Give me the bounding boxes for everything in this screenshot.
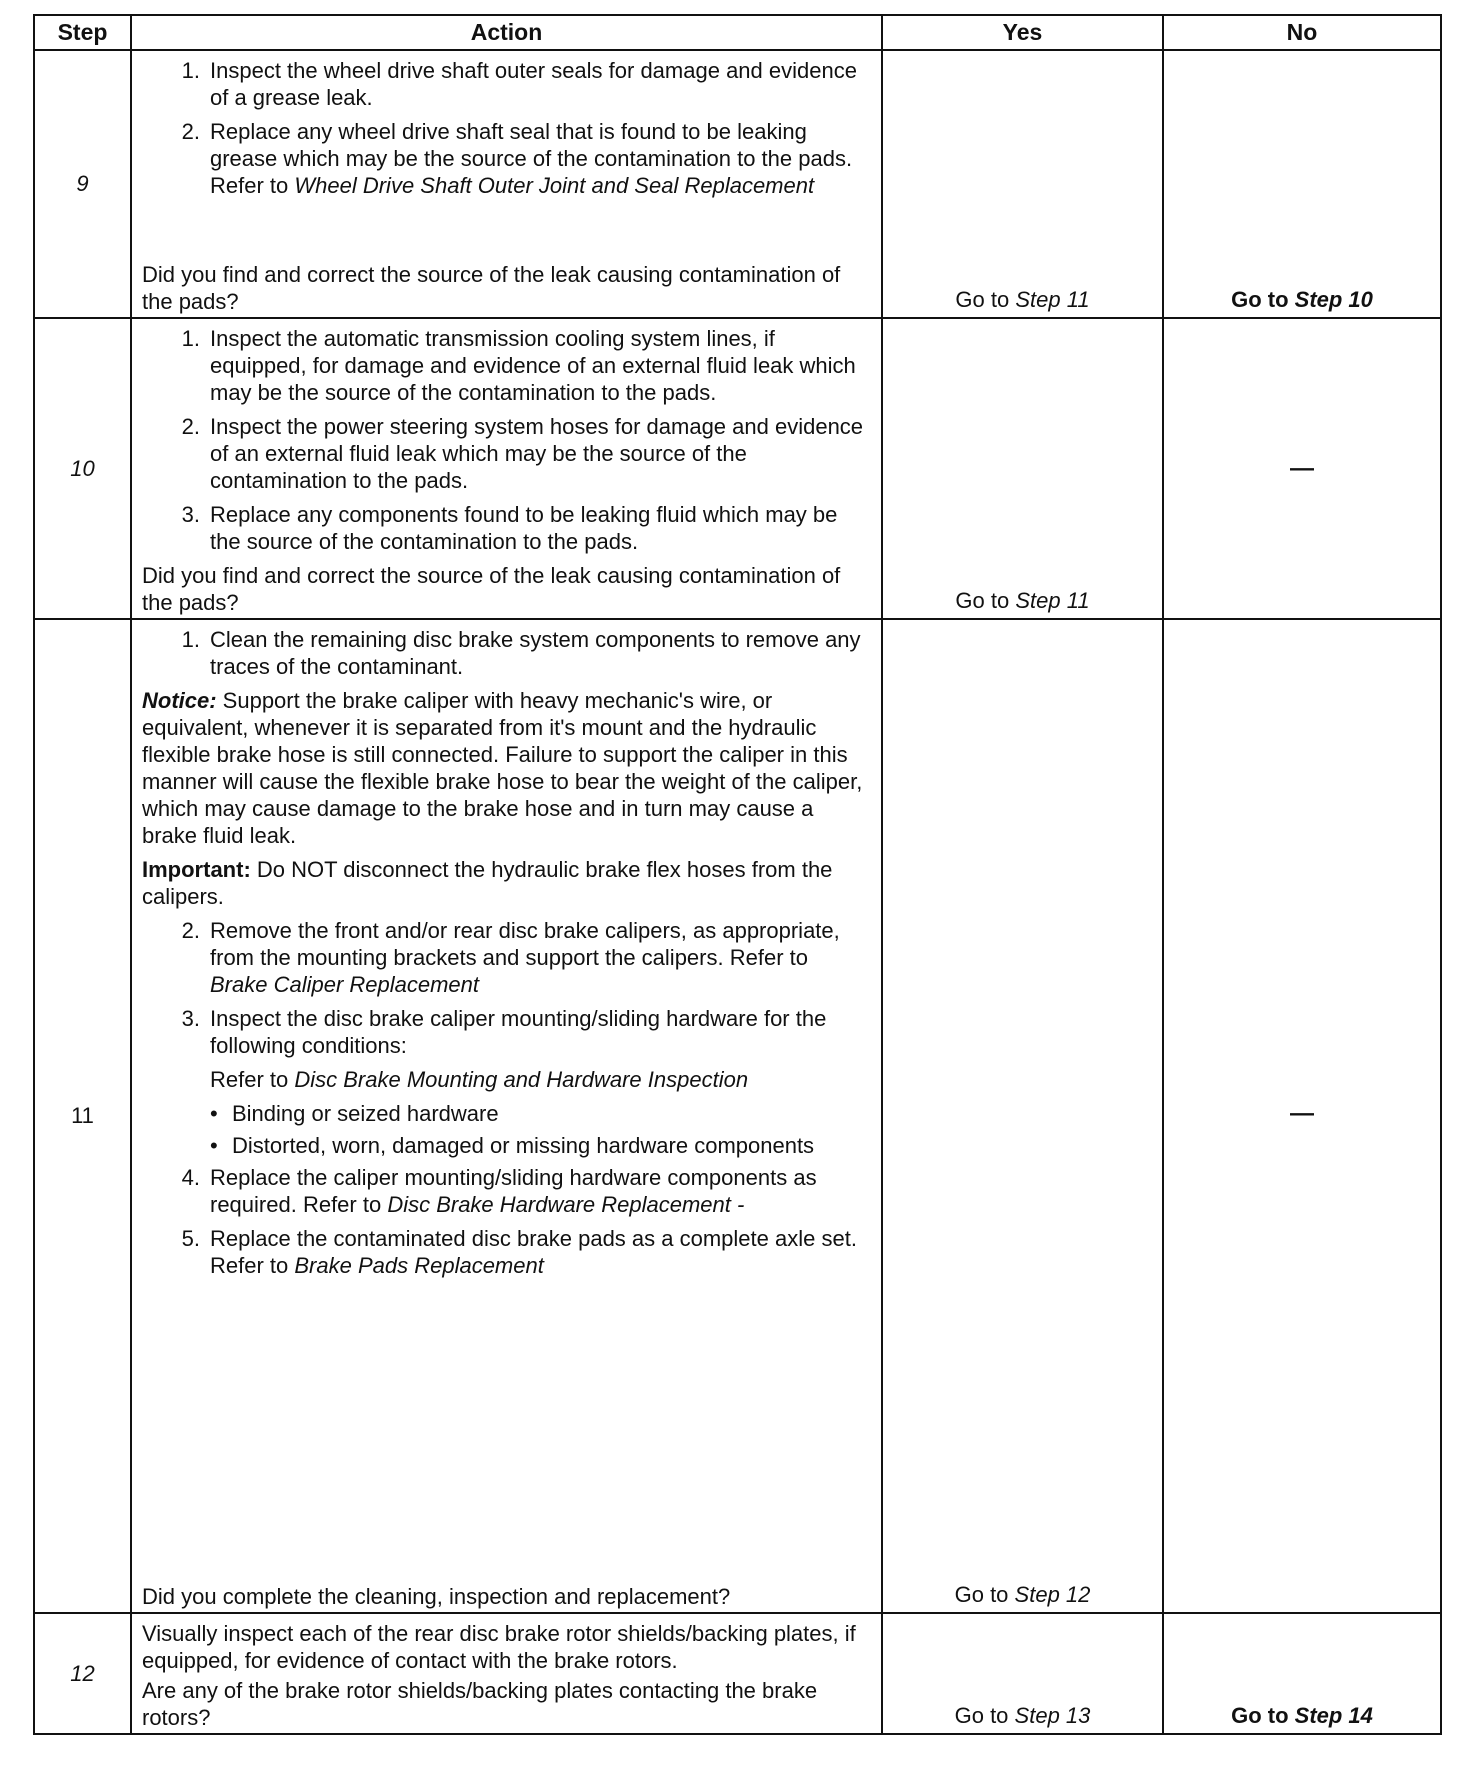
- step-number: 11: [34, 619, 131, 1613]
- bullet-item: • Distorted, worn, damaged or missing hardware components: [210, 1133, 815, 1158]
- step-row-10: [34, 318, 1441, 619]
- step-number: 10: [34, 318, 131, 619]
- no-cell: [1163, 318, 1441, 619]
- header-yes: Yes: [882, 15, 1163, 50]
- no-goto: Go to Step 14: [1231, 1703, 1373, 1728]
- step-number: 12: [34, 1613, 131, 1734]
- list-item: 2. Inspect the power steering system hoses for damage and evidence of an external fluid leak which may be the source of the contamination to the pads.: [181, 414, 864, 493]
- action-cell: [131, 318, 882, 619]
- reference-link: Brake Pads Replacement: [294, 1253, 544, 1278]
- list-item: 1. Clean the remaining disc brake system components to remove any traces of the contaminant.: [181, 627, 861, 679]
- no-cell: [1163, 50, 1441, 318]
- list-item: 2. Remove the front and/or rear disc brake calipers, as appropriate, from the mounting brackets and support the calipers. Refer to Brake Caliper Replacement: [181, 918, 840, 997]
- reference-link: Wheel Drive Shaft Outer Joint and Seal Replacement: [294, 173, 815, 198]
- yes-goto: Go to Step 12: [954, 1582, 1091, 1607]
- no-dash: —: [1290, 455, 1314, 482]
- instruction-text: Visually inspect each of the rear disc brake rotor shields/backing plates, if equipped, for evidence of contact with the brake rotors.: [142, 1621, 856, 1673]
- question-text: Did you find and correct the source of the leak causing contamination of the pads?: [142, 563, 841, 615]
- action-cell: [131, 619, 882, 1613]
- action-cell: [131, 50, 882, 318]
- header-action: Action: [131, 15, 882, 50]
- yes-cell: [882, 318, 1163, 619]
- step-row-9: [34, 50, 1441, 318]
- no-cell: [1163, 1613, 1441, 1734]
- step-row-11: [34, 619, 1441, 1613]
- list-item: 2. Replace any wheel drive shaft seal that is found to be leaking grease which may be the source of the contamination to the pads. Refer to Wheel Drive Shaft Outer Joint and Seal Replacement: [181, 119, 853, 198]
- yes-cell: [882, 619, 1163, 1613]
- yes-goto: Go to Step 13: [954, 1703, 1091, 1728]
- list-item: 5. Replace the contaminated disc brake pads as a complete axle set. Refer to Brake Pads Replacement: [181, 1226, 857, 1278]
- list-item: 4. Replace the caliper mounting/sliding hardware components as required. Refer to Disc Brake Hardware Replacement -: [181, 1165, 817, 1217]
- reference-link: Disc Brake Mounting and Hardware Inspection: [294, 1067, 749, 1092]
- reference-link: Disc Brake Hardware Replacement -: [387, 1192, 745, 1217]
- header-step: Step: [34, 15, 131, 50]
- question-text: Did you find and correct the source of the leak causing contamination of the pads?: [142, 262, 841, 314]
- question-text: Did you complete the cleaning, inspection and replacement?: [142, 1584, 731, 1609]
- notice-paragraph: Notice: Support the brake caliper with heavy mechanic's wire, or equivalent, whenever it is separated from it's mount and the hydraulic flexible brake hose is still connected. Failure to support the caliper in this manner will cause the flexible brake hose to bear the weight of the caliper, which may cause damage to the brake hose and in turn may cause a brake fluid leak.: [142, 688, 863, 848]
- no-cell: [1163, 619, 1441, 1613]
- header-no: No: [1163, 15, 1441, 50]
- question-text: Are any of the brake rotor shields/backing plates contacting the brake rotors?: [142, 1678, 818, 1730]
- step-number: 9: [34, 50, 131, 318]
- step-row-12: [34, 1613, 1441, 1734]
- yes-goto: Go to Step 11: [955, 588, 1090, 613]
- important-paragraph: Important: Do NOT disconnect the hydraulic brake flex hoses from the calipers.: [142, 857, 833, 909]
- list-item: 1. Inspect the wheel drive shaft outer seals for damage and evidence of a grease leak.: [181, 58, 857, 110]
- list-item: 1. Inspect the automatic transmission cooling system lines, if equipped, for damage and evidence of an external fluid leak which may be the source of the contamination to the pads.: [181, 326, 856, 405]
- yes-cell: [882, 50, 1163, 318]
- no-dash: —: [1290, 1100, 1314, 1127]
- header-row: [34, 15, 1441, 50]
- yes-goto: Go to Step 11: [955, 287, 1090, 312]
- no-goto: Go to Step 10: [1231, 287, 1373, 312]
- reference-link: Brake Caliper Replacement: [210, 972, 480, 997]
- diagnostic-table: [33, 14, 1442, 1735]
- list-item: 3. Replace any components found to be leaking fluid which may be the source of the contamination to the pads.: [181, 502, 838, 554]
- bullet-item: • Binding or seized hardware: [210, 1101, 499, 1126]
- yes-cell: [882, 1613, 1163, 1734]
- list-item: 3. Inspect the disc brake caliper mounting/sliding hardware for the following conditions:: [181, 1006, 827, 1058]
- action-cell: [131, 1613, 882, 1734]
- reference-line: Refer to Disc Brake Mounting and Hardware Inspection: [210, 1067, 749, 1092]
